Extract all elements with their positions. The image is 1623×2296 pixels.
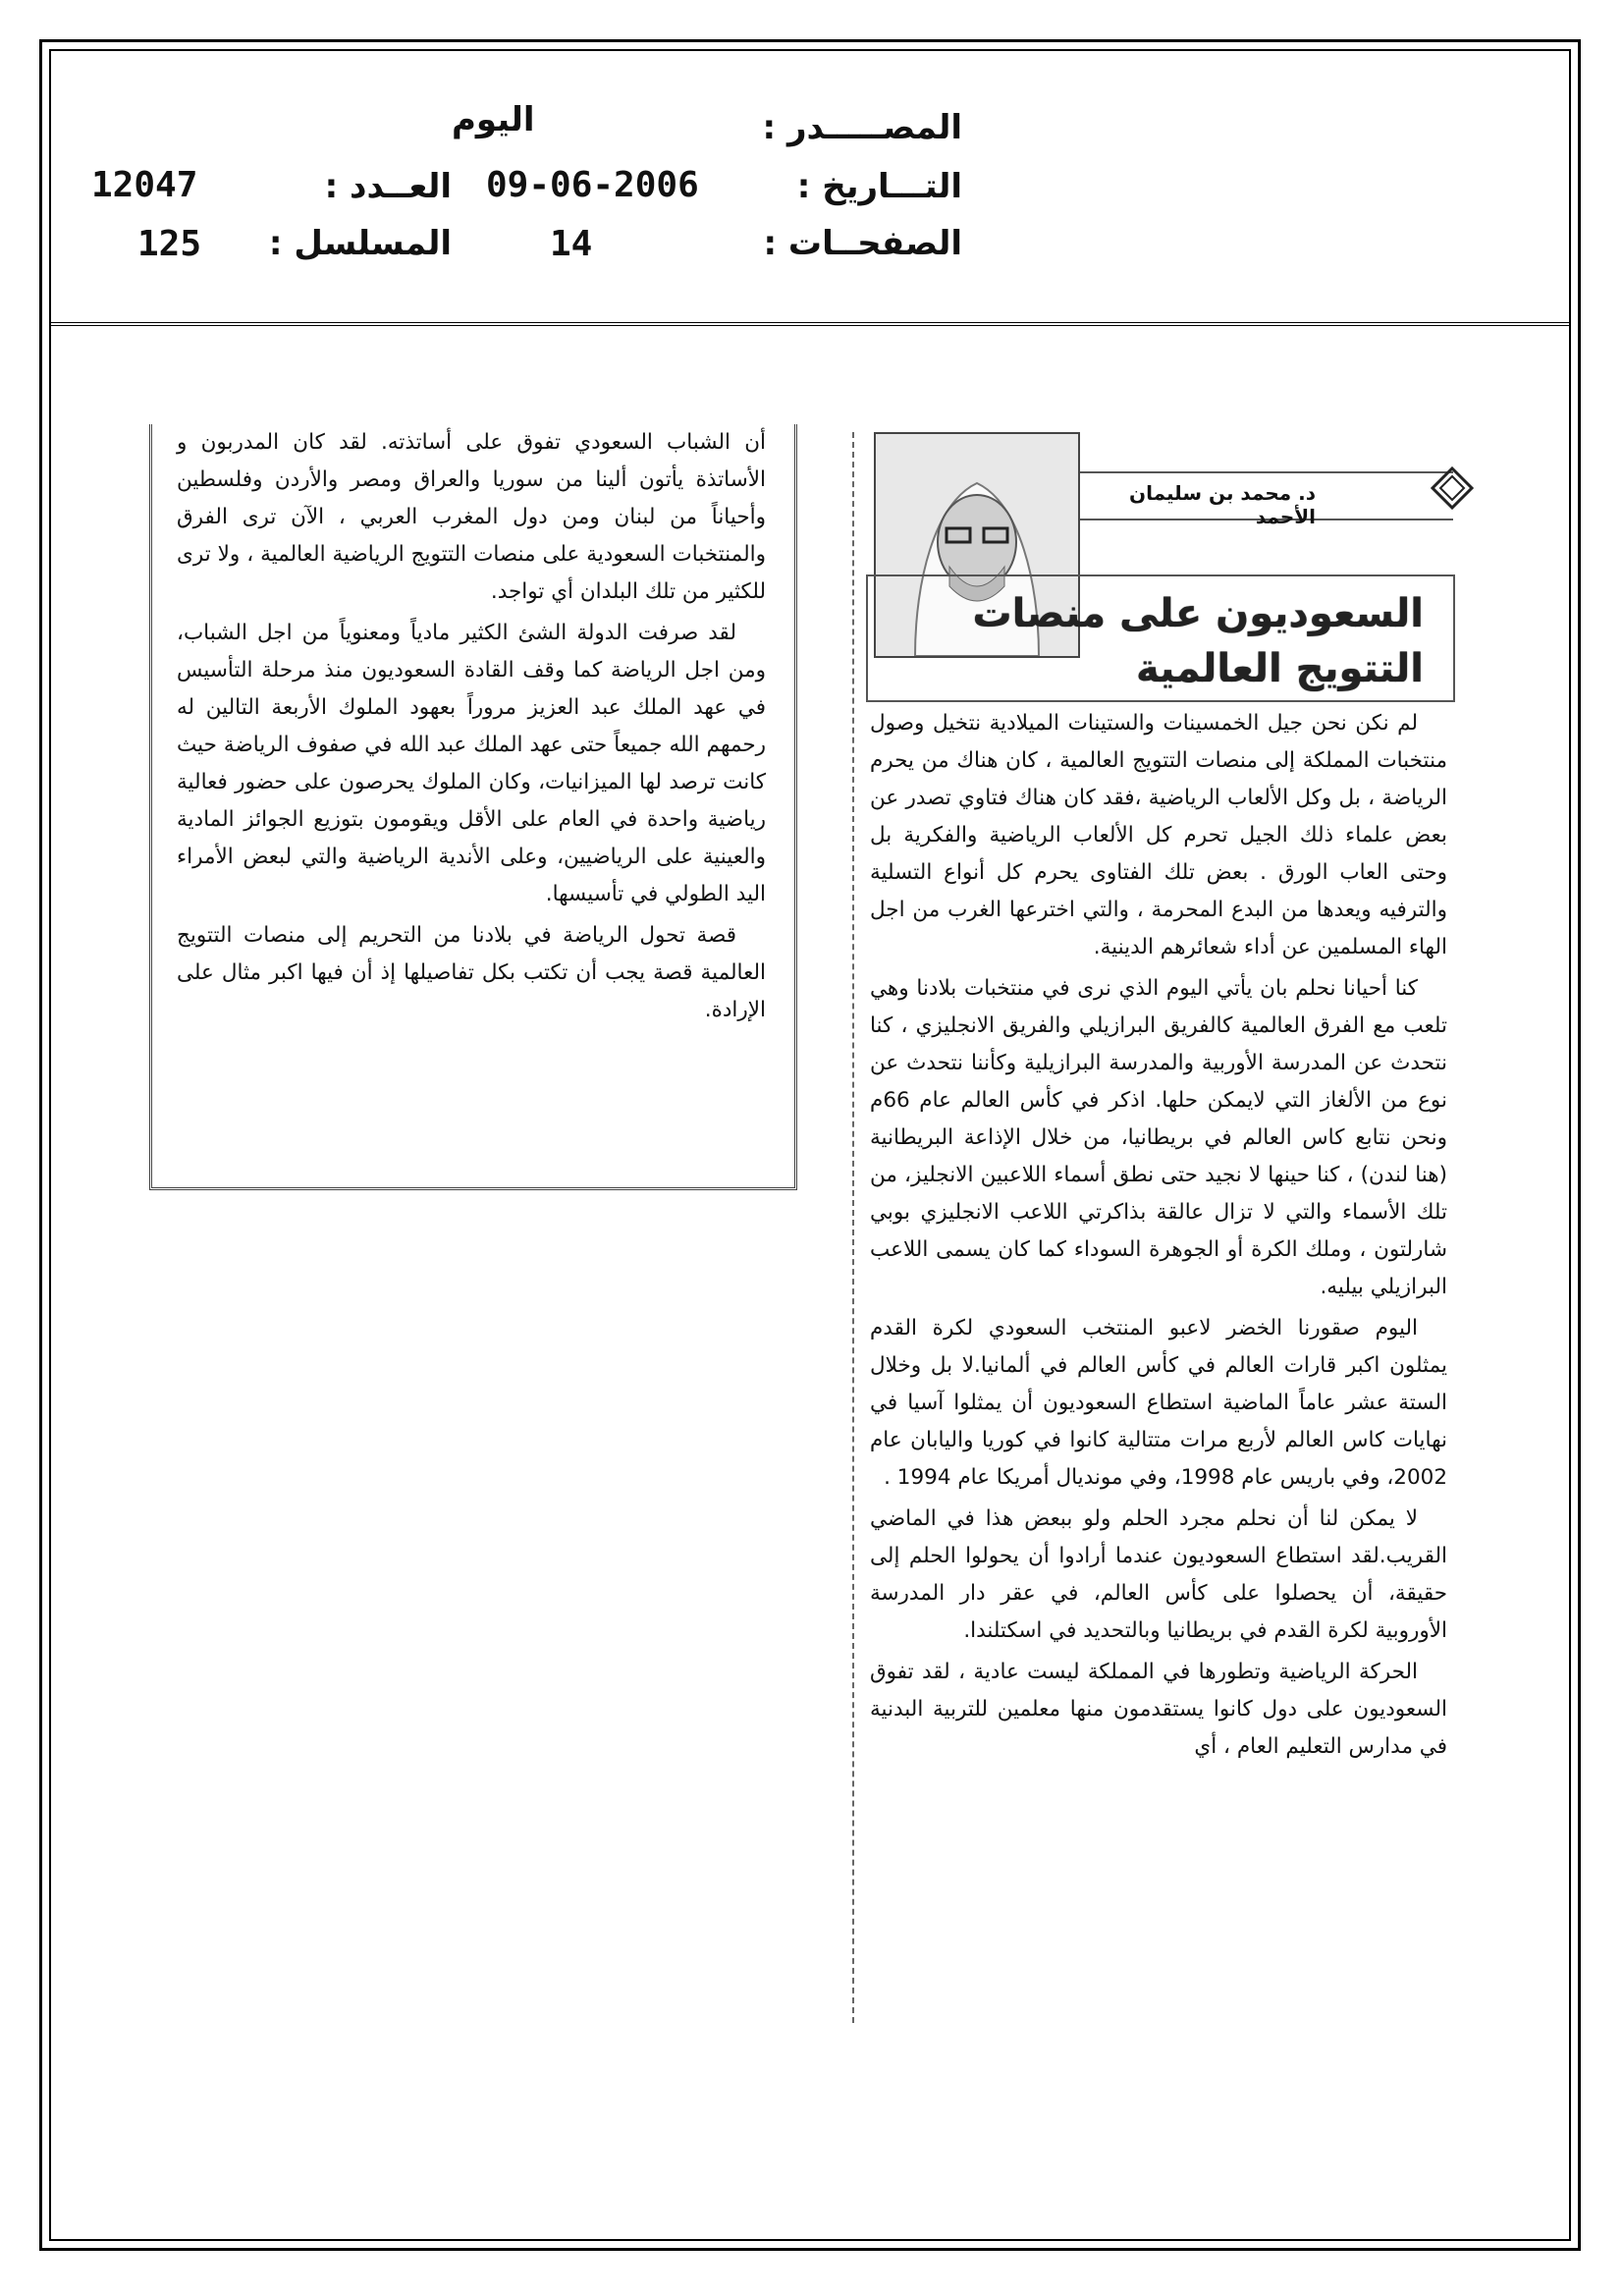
paragraph: لم نكن نحن جيل الخمسينات والستينات الميلادية نتخيل وصول منتخبات المملكة إلى منصات التتويج العالمية ، كان هناك من يحرم الرياضة ، بل وكل الألعاب الرياضية ،فقد كان هناك فتاوي تصدر عن بعض علماء ذلك الجيل تحرم كل الألعاب الرياضية والفكرية بل وحتى العاب الورق . بعض تلك الفتاوى يحرم كل أنواع التسلية والترفيه ويعدها من البدع المحرمة ، والتي اخترعها الغرب من اجل الهاء المسلمين عن أداء شعائرهم الدينية. (870, 711, 1447, 959)
issue-label: العــدد : (324, 167, 452, 206)
byline-bar (1080, 471, 1453, 528)
article-left-column (177, 424, 766, 1033)
serial-label: المسلسل : (268, 224, 452, 263)
pages-value: 14 (550, 224, 593, 264)
paragraph: أن الشباب السعودي تفوق على أساتذته. لقد كان المدربون و الأساتذة يأتون ألينا من سوريا والعراق ومصر والأردن وفلسطين وأحياناً من لبنان ومن دول المغرب العربي ، الآن ترى الفرق والمنتخبات السعودية على منصات التتويج الرياضية العالمية ، ولا ترى للكثير من تلك البلدان أي تواجد. (177, 430, 766, 604)
paragraph: قصة تحول الرياضة في بلادنا من التحريم إلى منصات التتويج العالمية قصة يجب أن تكتب بكل تفاصيلها إذ أن فيها اكبر مثال على الإرادة. (177, 923, 766, 1022)
date-label: التـــاريخ : (796, 167, 962, 206)
article-right-column (870, 705, 1447, 1770)
paragraph: اليوم صقورنا الخضر لاعبو المنتخب السعودي لكرة القدم يمثلون اكبر قارات العالم في كأس العالم في ألمانيا.لا بل وخلال الستة عشر عاماً الماضية استطاع السعوديون أن يمثلوا آسيا في نهايات كاس العالم لأربع مرات متتالية كانوا في كوريا واليابان عام 2002، وفي باريس عام 1998، وفي مونديال أمريكا عام 1994 . (870, 1316, 1447, 1490)
source-label: المصـــــدر : (762, 108, 962, 147)
date-value: 09-06-2006 (486, 165, 699, 205)
paragraph: لا يمكن لنا أن نحلم مجرد الحلم ولو ببعض هذا في الماضي القريب.لقد استطاع السعوديون عندما أرادوا أن يحولوا الحلم إلى حقيقة، أن يحصلوا على كأس العالم، في عقر دار المدرسة الأوروبية لكرة القدم في بريطانيا وبالتحديد في اسكتلندا. (870, 1506, 1447, 1643)
clipping-header (49, 49, 1571, 326)
paragraph: كنا أحيانا نحلم بان يأتي اليوم الذي نرى في منتخبات بلادنا وهي تلعب مع الفرق العالمية كالفريق البرازيلي والفريق الانجليزي ، كنا نتحدث عن المدرسة الأوربية والمدرسة البرازيلية وكأننا نتحدث عن نوع من الألغاز التي لايمكن حلها. اذكر في كأس العالم عام 66م ونحن نتابع كاس العالم في بريطانيا، من خلال الإذاعة البريطانية (هنا لندن) ، كنا حينها لا نجيد حتى نطق أسماء اللاعبين الانجليز، من تلك الأسماء والتي لا تزال عالقة بذاكرتي اللاعب الانجليزي بوبي شارلتون ، وملك الكرة أو الجوهرة السوداء كما كان يسمى اللاعب البرازيلي بيليه. (870, 976, 1447, 1299)
headline-line-2: التتويج العالمية (1136, 646, 1424, 691)
author-byline: د. محمد بن سليمان الأحمد (1129, 481, 1316, 528)
pages-label: الصفحــات : (763, 224, 962, 263)
paragraph: الحركة الرياضية وتطورها في المملكة ليست عادية ، لقد تفوق السعوديون على دول كانوا يستقدمون منها معلمين للتربية البدنية في مدارس التعليم العام ، أي (870, 1660, 1447, 1759)
source-value: اليوم (452, 100, 535, 139)
headline (972, 586, 1424, 696)
headline-line-1: السعوديون على منصات (972, 591, 1424, 636)
column-logo-icon (1431, 466, 1474, 510)
issue-value: 12047 (91, 165, 198, 205)
paragraph: لقد صرفت الدولة الشئ الكثير مادياً ومعنوياً من اجل الشباب، ومن اجل الرياضة كما وقف القادة السعوديون منذ مرحلة التأسيس في عهد الملك عبد العزيز مروراً بعهود الملوك الأربعة التالين له رحمهم الله جميعاً حتى عهد الملك عبد الله في صفوف الرياضة حيث كانت ترصد لها الميزانيات، وكان الملوك يحرصون على حضور فعالية رياضية واحدة في العام على الأقل ويقومون بتوزيع الجوائز المادية والعينية على الرياضيين، وعلى الأندية الرياضية والتي لبعض الأمراء اليد الطولي في تأسيسها. (177, 621, 766, 906)
headline-box (866, 574, 1455, 702)
serial-value: 125 (137, 224, 202, 264)
